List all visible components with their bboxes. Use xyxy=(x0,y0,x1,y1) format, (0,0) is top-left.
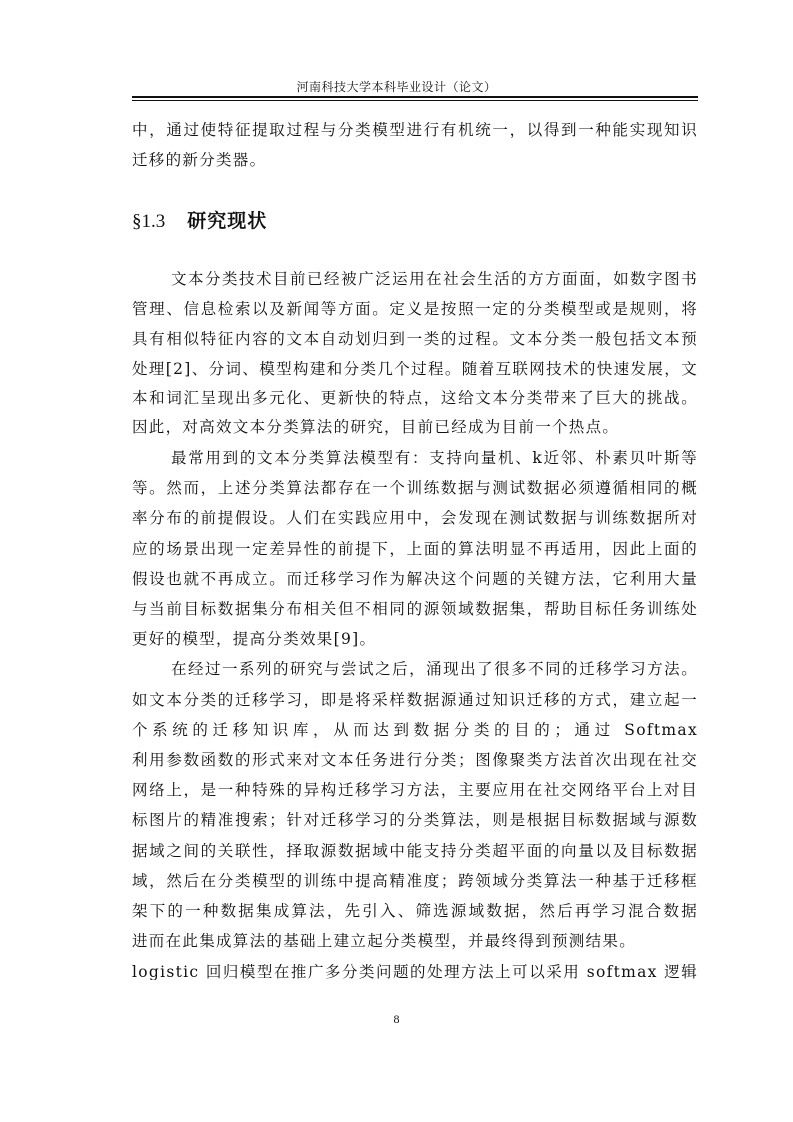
body-line: 与当前目标数据集分布相关但不相同的源领域数据集，帮助目标任务训练处 xyxy=(132,600,698,617)
header-rule-thin xyxy=(132,100,698,101)
section-heading xyxy=(132,206,267,233)
body-line: 具有相似特征内容的文本自动划归到一类的过程。文本分类一般包括文本预 xyxy=(132,330,698,347)
body-line: 在经过一系列的研究与尝试之后，涌现出了很多不同的迁移学习方法。 xyxy=(171,660,698,677)
body-line: 管理、信息检索以及新闻等方面。定义是按照一定的分类模型或是规则，将 xyxy=(132,300,698,317)
body-line: 处理[2]、分词、模型构建和分类几个过程。随着互联网技术的快速发展，文 xyxy=(132,360,698,377)
body-line: 率分布的前提假设。人们在实践应用中，会发现在测试数据与训练数据所对 xyxy=(132,509,698,526)
body-line: 标图片的精准搜索；针对迁移学习的分类算法，则是根据目标数据域与源数 xyxy=(132,811,698,828)
body-line: 域，然后在分类模型的训练中提高精准度；跨领域分类算法一种基于迁移框 xyxy=(132,872,698,889)
body-line: 进而在此集成算法的基础上建立起分类模型，并最终得到预测结果。 xyxy=(132,932,637,950)
section-number: §1.3 xyxy=(132,211,166,232)
body-line: 因此，对高效文本分类算法的研究，目前已经成为目前一个热点。 xyxy=(132,418,620,436)
body-line: 中，通过使特征提取过程与分类模型进行有机统一，以得到一种能实现知识 xyxy=(132,121,698,138)
body-line: 利用参数函数的形式来对文本任务进行分类；图像聚类方法首次出现在社交 xyxy=(132,751,698,768)
body-line: 假设也就不再成立。而迁移学习作为解决这个问题的关键方法，它利用大量 xyxy=(132,570,698,587)
body-line: 等。然而，上述分类算法都存在一个训练数据与测试数据必须遵循相同的概 xyxy=(132,479,698,496)
running-header: 河南科技大学本科毕业设计（论文） xyxy=(296,80,497,94)
body-line: 本和词汇呈现出多元化、更新快的特点，这给文本分类带来了巨大的挑战。 xyxy=(132,389,698,406)
body-line: 据域之间的关联性，择取源数据域中能支持分类超平面的向量以及目标数据 xyxy=(132,842,698,859)
body-line: logistic 回归模型在推广多分类问题的处理方法上可以采用 softmax 逻辑 xyxy=(132,963,698,980)
body-line: 迁移的新分类器。 xyxy=(132,151,267,169)
body-line: 应的场景出现一定差异性的前提下，上面的算法明显不再适用，因此上面的 xyxy=(132,540,698,557)
page-number: 8 xyxy=(393,1012,400,1026)
body-line: 更好的模型，提高分类效果[9]。 xyxy=(132,630,377,648)
body-line: 网络上，是一种特殊的异构迁移学习方法，主要应用在社交网络平台上对目 xyxy=(132,781,698,798)
body-line: 如文本分类的迁移学习，即是将采样数据源通过知识迁移的方式，建立起一 xyxy=(132,691,698,708)
body-line: 文本分类技术目前已经被广泛运用在社会生活的方方面面，如数字图书 xyxy=(171,270,698,287)
body-line: 最常用到的文本分类算法模型有：支持向量机、k近邻、朴素贝叶斯等 xyxy=(171,449,698,466)
header-rule-thick xyxy=(132,96,698,98)
section-title: 研究现状 xyxy=(187,210,268,232)
body-line: 个系统的迁移知识库，从而达到数据分类的目的；通过 Softmax xyxy=(132,721,698,738)
body-line: 架下的一种数据集成算法，先引入、筛选源域数据，然后再学习混合数据 xyxy=(132,902,698,919)
